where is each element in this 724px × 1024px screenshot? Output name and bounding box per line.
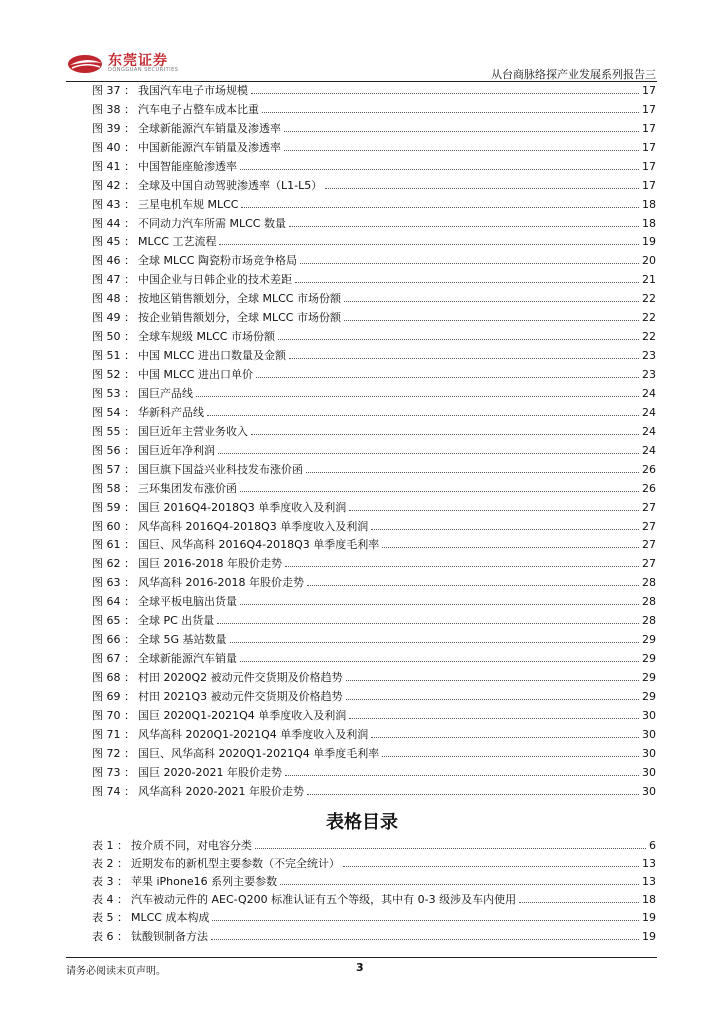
entry-page-number: 18 [642,893,656,907]
entry-number: 图 71 ： [92,727,135,741]
dot-leader [251,93,639,94]
entry-title: 近期发布的新机型主要参数（不完全统计） [131,856,340,870]
entry-number: 图 47 ： [92,273,135,287]
dot-leader [218,453,639,454]
dot-leader [382,756,639,757]
entry-page-number: 24 [642,405,656,419]
entry-title: 三星电机车规 MLCC [138,197,239,211]
figure-toc-entry[interactable] [92,346,656,365]
entry-number: 表 2 ： [92,856,128,870]
dot-leader [349,718,639,719]
entry-title: 国巨、风华高科 2016Q4-2018Q3 单季度毛利率 [138,538,380,552]
entry-page-number: 27 [642,538,656,552]
figure-toc-entry[interactable] [92,327,656,346]
dot-leader [519,902,639,903]
table-toc-entry[interactable] [92,836,656,854]
dot-leader [241,207,639,208]
entry-number: 图 62 ： [92,557,135,571]
footer-divider [66,957,657,958]
dot-leader [196,396,639,397]
entry-title: 国巨 2020Q1-2021Q4 单季度收入及利润 [138,708,347,722]
figure-toc-entry[interactable] [92,687,656,706]
dot-leader [240,169,639,170]
figure-toc-entry[interactable] [92,138,656,157]
figure-toc-entry[interactable] [92,706,656,725]
entry-title: 国巨 2020-2021 年股价走势 [138,765,282,779]
dot-leader [289,358,639,359]
figure-toc-entry[interactable] [92,441,656,460]
entry-number: 图 52 ： [92,368,135,382]
dot-leader [278,339,639,340]
entry-number: 图 68 ： [92,671,135,685]
figure-toc-entry[interactable] [92,81,656,100]
entry-number: 图 44 ： [92,216,135,230]
entry-page-number: 27 [642,519,656,533]
dot-leader [371,529,639,530]
entry-page-number: 17 [642,121,656,135]
figure-toc-entry[interactable] [92,233,656,252]
figure-toc-entry[interactable] [92,536,656,555]
entry-number: 图 55 ： [92,424,135,438]
entry-number: 图 66 ： [92,633,135,647]
entry-title: 村田 2021Q3 被动元件交货期及价格趋势 [138,689,343,703]
entry-title: 中国智能座舱渗透率 [138,159,237,173]
entry-page-number: 18 [642,197,656,211]
entry-title: 村田 2020Q2 被动元件交货期及价格趋势 [138,671,343,685]
figure-toc-entry[interactable] [92,270,656,289]
figure-toc-entry[interactable] [92,176,656,195]
entry-page-number: 29 [642,671,656,685]
entry-page-number: 30 [642,765,656,779]
dot-leader [285,775,639,776]
entry-title: 全球新能源汽车销量及渗透率 [138,121,281,135]
logo-subtext: DONGGUAN SECURITIES [108,67,179,73]
table-toc-entry[interactable] [92,872,656,890]
entry-title: 全球平板电脑出货量 [138,595,237,609]
entry-title: 华新科产品线 [138,405,204,419]
logo-emblem-icon [66,52,106,76]
entry-page-number: 29 [642,689,656,703]
entry-number: 表 6 ： [92,929,128,943]
entry-number: 图 51 ： [92,349,135,363]
report-series-title: 从台商脉络探产业发展系列报告三 [491,68,656,81]
figure-toc-entry[interactable] [92,460,656,479]
table-list [92,836,656,945]
dot-leader [280,884,639,885]
entry-title: 国巨近年主营业务收入 [138,424,248,438]
entry-page-number: 30 [642,708,656,722]
dot-leader [212,920,639,921]
figure-toc-entry[interactable] [92,592,656,611]
figure-toc-entry[interactable] [92,630,656,649]
entry-title: 中国企业与日韩企业的技术差距 [138,273,292,287]
entry-number: 图 57 ： [92,462,135,476]
entry-page-number: 17 [642,178,656,192]
entry-number: 图 41 ： [92,159,135,173]
entry-number: 图 39 ： [92,121,135,135]
entry-title: 风华高科 2016-2018 年股价走势 [138,576,304,590]
page-number: 3 [356,961,364,974]
dot-leader [251,434,639,435]
dot-leader [300,263,639,264]
figure-toc-entry[interactable] [92,403,656,422]
entry-page-number: 22 [642,330,656,344]
entry-title: 风华高科 2020Q1-2021Q4 单季度收入及利润 [138,727,369,741]
entry-title: 钛酸钡制备方法 [131,929,208,943]
dot-leader [285,566,639,567]
entry-page-number: 21 [642,273,656,287]
figure-toc-entry[interactable] [92,498,656,517]
entry-title: 按地区销售额划分，全球 MLCC 市场份额 [138,292,341,306]
dot-leader [284,131,639,132]
figure-toc-entry[interactable] [92,744,656,763]
entry-number: 图 72 ： [92,746,135,760]
entry-page-number: 22 [642,311,656,325]
entry-page-number: 17 [642,102,656,116]
figure-toc-entry[interactable] [92,573,656,592]
dot-leader [344,320,639,321]
figure-toc-entry[interactable] [92,611,656,630]
figure-toc-entry[interactable] [92,384,656,403]
dot-leader [240,661,639,662]
dot-leader [371,737,639,738]
entry-title: 风华高科 2016Q4-2018Q3 单季度收入及利润 [138,519,369,533]
entry-title: 苹果 iPhone16 系列主要参数 [131,874,278,888]
entry-page-number: 27 [642,557,656,571]
entry-number: 表 5 ： [92,911,128,925]
figure-toc-entry[interactable] [92,308,656,327]
dot-leader [240,491,639,492]
entry-number: 图 56 ： [92,443,135,457]
logo-text: 东莞证券 [108,53,168,69]
figure-toc-entry[interactable] [92,668,656,687]
entry-number: 图 37 ： [92,83,135,97]
entry-page-number: 28 [642,595,656,609]
dot-leader [211,939,639,940]
figure-toc-entry[interactable] [92,782,656,801]
dot-leader [349,510,639,511]
entry-number: 图 69 ： [92,689,135,703]
entry-page-number: 19 [642,929,656,943]
entry-page-number: 22 [642,292,656,306]
figure-toc-entry[interactable] [92,289,656,308]
entry-page-number: 30 [642,784,656,798]
figure-list [92,81,656,801]
entry-page-number: 17 [642,83,656,97]
figure-toc-entry[interactable] [92,422,656,441]
entry-title: 按介质不同，对电容分类 [131,838,252,852]
entry-title: 我国汽车电子市场规模 [138,83,248,97]
figure-toc-entry[interactable] [92,119,656,138]
entry-title: 全球 MLCC 陶瓷粉市场竞争格局 [138,254,297,268]
entry-page-number: 13 [642,874,656,888]
entry-page-number: 13 [642,856,656,870]
entry-title: 国巨近年净利润 [138,443,215,457]
entry-page-number: 29 [642,633,656,647]
figure-toc-entry[interactable] [92,479,656,498]
table-toc-entry[interactable] [92,891,656,909]
entry-number: 图 45 ： [92,235,135,249]
entry-number: 图 67 ： [92,652,135,666]
figure-toc-entry[interactable] [92,195,656,214]
entry-page-number: 17 [642,140,656,154]
dot-leader [219,244,639,245]
dot-leader [346,699,639,700]
entry-title: 中国新能源汽车销量及渗透率 [138,140,281,154]
entry-number: 图 49 ： [92,311,135,325]
entry-title: 全球 PC 出货量 [138,614,215,628]
dot-leader [217,623,639,624]
entry-number: 图 59 ： [92,500,135,514]
entry-page-number: 30 [642,727,656,741]
figure-toc-entry[interactable] [92,517,656,536]
dot-leader [295,282,639,283]
dot-leader [289,226,639,227]
entry-number: 图 65 ： [92,614,135,628]
entry-page-number: 28 [642,614,656,628]
entry-title: 中国 MLCC 进出口数量及金额 [138,349,286,363]
figure-toc-entry[interactable] [92,554,656,573]
entry-number: 图 46 ： [92,254,135,268]
dot-leader [307,794,639,795]
entry-page-number: 23 [642,349,656,363]
entry-number: 图 70 ： [92,708,135,722]
figure-toc-entry[interactable] [92,649,656,668]
dot-leader [207,415,639,416]
dot-leader [306,472,639,473]
entry-number: 图 50 ： [92,330,135,344]
entry-title: 风华高科 2020-2021 年股价走势 [138,784,304,798]
entry-number: 图 43 ： [92,197,135,211]
dot-leader [262,112,639,113]
entry-number: 图 53 ： [92,386,135,400]
entry-page-number: 28 [642,576,656,590]
dot-leader [284,150,639,151]
figure-toc-entry[interactable] [92,214,656,233]
entry-page-number: 27 [642,500,656,514]
figure-toc-entry[interactable] [92,100,656,119]
table-toc-entry[interactable] [92,854,656,872]
entry-number: 图 64 ： [92,595,135,609]
entry-title: 全球 5G 基站数量 [138,633,227,647]
entry-number: 图 38 ： [92,102,135,116]
figure-toc-entry[interactable] [92,365,656,384]
entry-number: 图 42 ： [92,178,135,192]
dot-leader [346,680,639,681]
entry-title: 按企业销售额划分，全球 MLCC 市场份额 [138,311,341,325]
figure-toc-entry[interactable] [92,763,656,782]
dot-leader [240,604,639,605]
entry-page-number: 17 [642,159,656,173]
entry-title: 中国 MLCC 进出口单价 [138,368,253,382]
table-toc-entry[interactable] [92,927,656,945]
entry-title: 国巨产品线 [138,386,193,400]
dot-leader [255,848,646,849]
entry-title: 全球车规级 MLCC 市场份额 [138,330,275,344]
entry-title: MLCC 工艺流程 [138,235,217,249]
dot-leader [344,301,639,302]
entry-page-number: 6 [649,838,656,852]
entry-number: 图 54 ： [92,405,135,419]
table-toc-entry[interactable] [92,909,656,927]
entry-page-number: 26 [642,462,656,476]
entry-title: 国巨、风华高科 2020Q1-2021Q4 单季度毛利率 [138,746,380,760]
entry-title: 汽车电子占整车成本比重 [138,102,259,116]
entry-page-number: 23 [642,368,656,382]
entry-title: 三环集团发布涨价函 [138,481,237,495]
entry-title: 全球及中国自动驾驶渗透率（L1-L5） [138,178,323,192]
company-logo [66,52,206,78]
dot-leader [382,547,639,548]
entry-number: 表 3 ： [92,874,128,888]
entry-page-number: 30 [642,746,656,760]
entry-title: 国巨旗下国益兴业科技发布涨价函 [138,462,303,476]
entry-title: MLCC 成本构成 [131,911,210,925]
entry-page-number: 18 [642,216,656,230]
entry-title: 汽车被动元件的 AEC-Q200 标准认证有五个等级，其中有 0-3 级涉及车内使用 [131,893,517,907]
entry-number: 图 74 ： [92,784,135,798]
entry-number: 图 40 ： [92,140,135,154]
entry-title: 国巨 2016-2018 年股价走势 [138,557,282,571]
entry-page-number: 24 [642,443,656,457]
entry-number: 图 58 ： [92,481,135,495]
entry-page-number: 29 [642,652,656,666]
entry-number: 图 61 ： [92,538,135,552]
entry-number: 图 48 ： [92,292,135,306]
entry-number: 图 60 ： [92,519,135,533]
dot-leader [307,585,639,586]
footer-disclaimer: 请务必阅读末页声明。 [66,966,166,977]
entry-title: 不同动力汽车所需 MLCC 数量 [138,216,286,230]
entry-number: 表 4 ： [92,893,128,907]
entry-page-number: 26 [642,481,656,495]
dot-leader [343,866,639,867]
entry-number: 图 73 ： [92,765,135,779]
entry-page-number: 20 [642,254,656,268]
figure-toc-entry[interactable] [92,157,656,176]
dot-leader [325,188,639,189]
entry-page-number: 24 [642,424,656,438]
figure-toc-entry[interactable] [92,725,656,744]
entry-title: 国巨 2016Q4-2018Q3 单季度收入及利润 [138,500,347,514]
entry-page-number: 19 [642,911,656,925]
entry-page-number: 19 [642,235,656,249]
dot-leader [230,642,639,643]
entry-number: 图 63 ： [92,576,135,590]
figure-toc-entry[interactable] [92,251,656,270]
tables-section-title: 表格目录 [326,812,398,833]
entry-number: 表 1 ： [92,838,128,852]
entry-page-number: 24 [642,386,656,400]
entry-title: 全球新能源汽车销量 [138,652,237,666]
dot-leader [256,377,639,378]
